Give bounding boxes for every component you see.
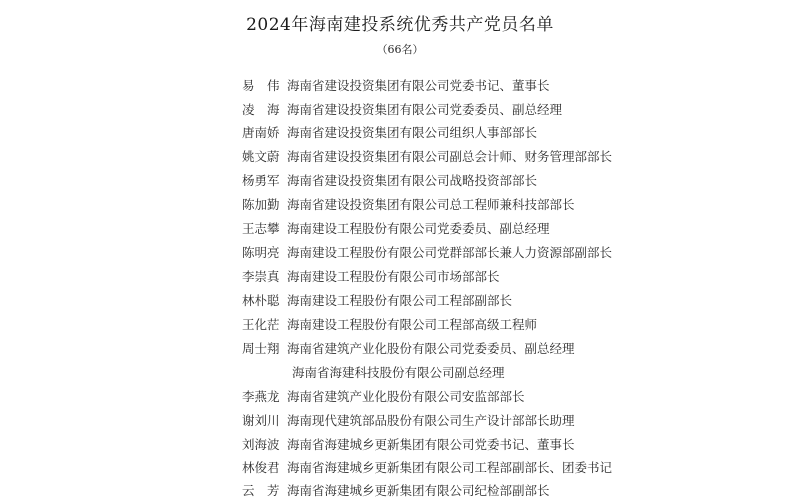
member-row <box>0 218 800 240</box>
member-count: （66名） <box>376 43 424 56</box>
member-row <box>0 457 800 479</box>
member-row-continuation <box>0 362 800 384</box>
member-name: 杨勇军 <box>242 173 280 188</box>
member-position: 海南省建设投资集团有限公司党委委员、副总经理 <box>287 102 563 117</box>
member-position: 海南省建设投资集团有限公司总工程师兼科技部部长 <box>287 197 575 212</box>
member-row <box>0 170 800 192</box>
member-name: 凌 海 <box>242 102 280 117</box>
member-name: 王化茫 <box>242 317 280 332</box>
member-position: 海南省建筑产业化股份有限公司党委委员、副总经理 <box>287 341 575 356</box>
member-name: 云 芳 <box>242 483 280 498</box>
member-row <box>0 146 800 168</box>
member-name: 刘海波 <box>242 437 280 452</box>
member-row <box>0 410 800 432</box>
member-row <box>0 338 800 360</box>
member-row <box>0 75 800 97</box>
member-position: 海南省海建城乡更新集团有限公司党委书记、董事长 <box>287 437 575 452</box>
member-position: 海南省海建城乡更新集团有限公司工程部副部长、团委书记 <box>287 460 613 475</box>
member-name: 林俊君 <box>242 460 280 475</box>
member-row <box>0 386 800 408</box>
member-row <box>0 480 800 502</box>
member-position: 海南建设工程股份有限公司市场部部长 <box>287 269 500 284</box>
member-name: 陈明亮 <box>242 245 280 260</box>
member-position: 海南省建设投资集团有限公司组织人事部部长 <box>287 125 538 140</box>
member-row <box>0 122 800 144</box>
member-name: 林朴聪 <box>242 293 280 308</box>
document-title: 2024年海南建投系统优秀共产党员名单 <box>246 15 554 35</box>
member-name: 陈加勤 <box>242 197 280 212</box>
member-row <box>0 266 800 288</box>
member-position: 海南省建设投资集团有限公司战略投资部部长 <box>287 173 538 188</box>
member-position: 海南省建设投资集团有限公司党委书记、董事长 <box>287 78 550 93</box>
member-name: 周士翔 <box>242 341 280 356</box>
member-name: 易 伟 <box>242 78 280 93</box>
member-position: 海南建设工程股份有限公司党群部部长兼人力资源部副部长 <box>287 245 613 260</box>
member-position: 海南省海建城乡更新集团有限公司纪检部副部长 <box>287 483 550 498</box>
member-name: 姚文蔚 <box>242 149 280 164</box>
member-name: 唐南娇 <box>242 125 280 140</box>
member-position: 海南现代建筑部品股份有限公司生产设计部部长助理 <box>287 413 575 428</box>
member-position: 海南省建筑产业化股份有限公司安监部部长 <box>287 389 525 404</box>
member-row <box>0 314 800 336</box>
member-position: 海南省建设投资集团有限公司副总会计师、财务管理部部长 <box>287 149 613 164</box>
member-name: 李崇真 <box>242 269 280 284</box>
member-name: 谢刘川 <box>242 413 280 428</box>
member-position: 海南建设工程股份有限公司党委委员、副总经理 <box>287 221 550 236</box>
member-position: 海南建设工程股份有限公司工程部高级工程师 <box>287 317 538 332</box>
member-row <box>0 242 800 264</box>
member-position: 海南建设工程股份有限公司工程部副部长 <box>287 293 513 308</box>
member-name: 王志攀 <box>242 221 280 236</box>
member-row <box>0 434 800 456</box>
member-position: 海南省海建科技股份有限公司副总经理 <box>292 365 505 380</box>
member-row <box>0 194 800 216</box>
member-row <box>0 290 800 312</box>
member-name: 李燕龙 <box>242 389 280 404</box>
member-row <box>0 99 800 121</box>
